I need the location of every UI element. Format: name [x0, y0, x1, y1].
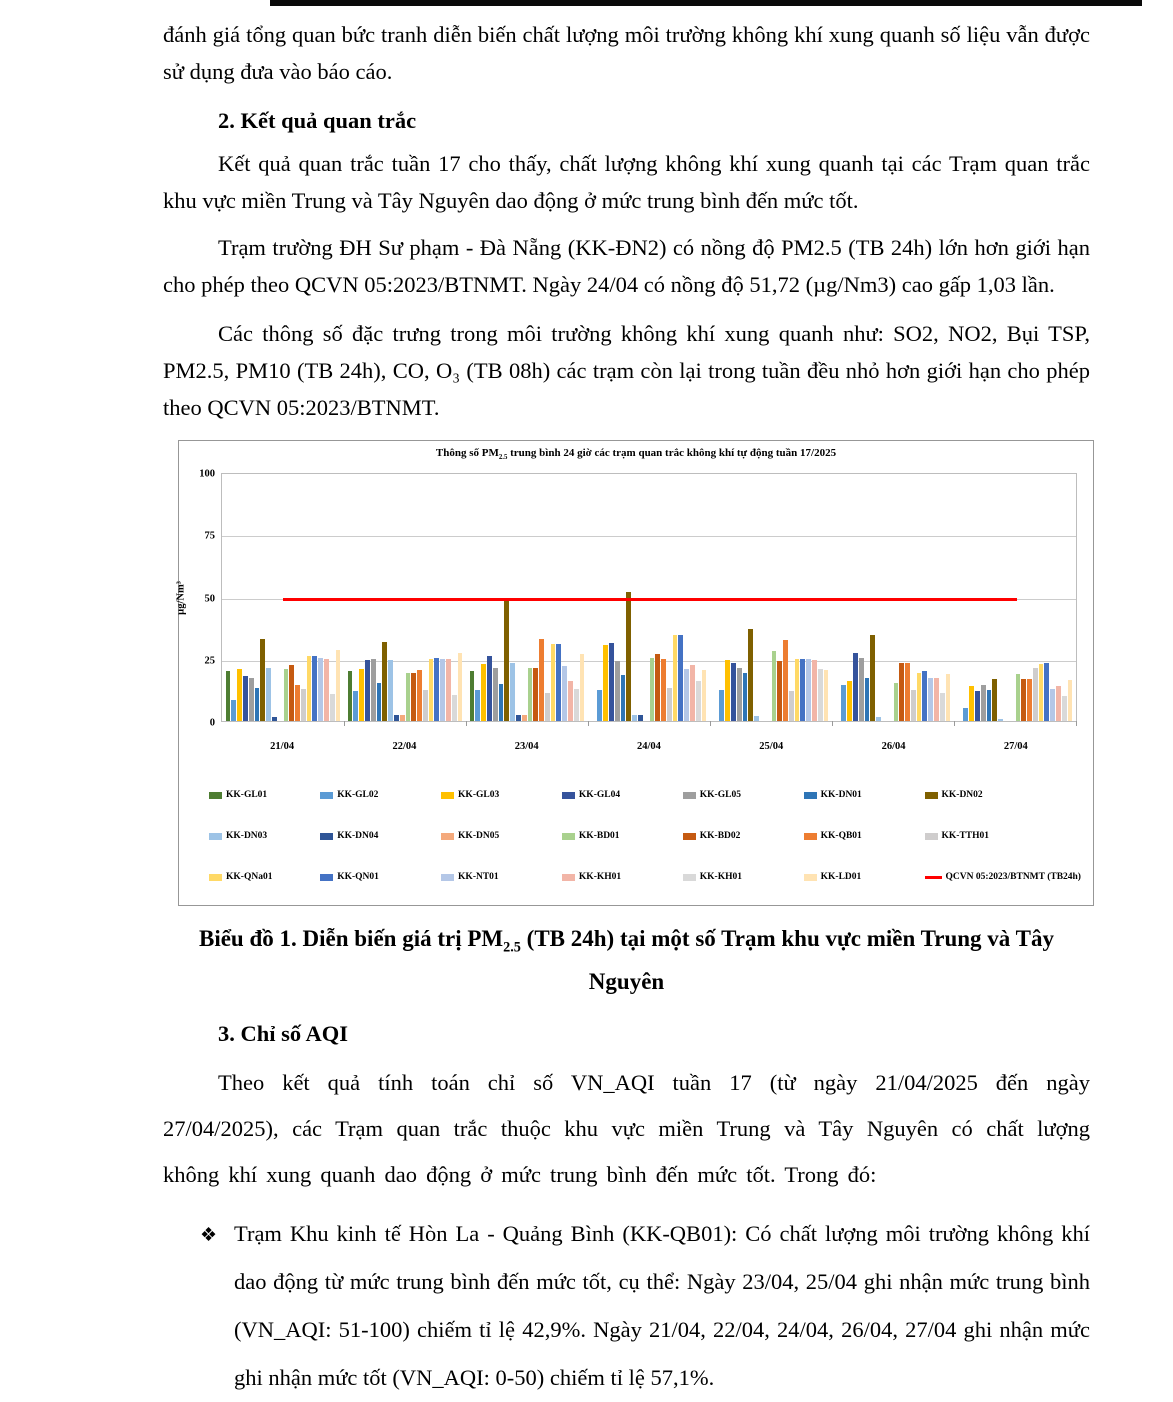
bar-KK-DN02 — [626, 592, 631, 721]
bar-KK-GL03 — [481, 664, 486, 721]
bar-KK-DN02 — [504, 598, 509, 721]
bar-KK-TTH01 — [1033, 668, 1038, 722]
legend-item-KK-DN05 — [441, 818, 562, 855]
qcvn-reference-line — [283, 598, 1017, 601]
legend-item-KK-DN02 — [925, 777, 1081, 814]
bar-KK-GL04 — [243, 676, 248, 721]
legend-swatch — [209, 792, 222, 799]
legend-item-KK-TTH01 — [925, 818, 1081, 855]
bar-KK-QNa01 — [551, 644, 556, 721]
legend-item-KK-KH01 — [562, 859, 683, 896]
bar-KK-LD01 — [824, 670, 829, 721]
bar-KK-GL02 — [475, 690, 480, 721]
bar-KK-GL04 — [365, 660, 370, 721]
bar-KK-KH01 — [1062, 696, 1067, 721]
bar-KK-NT01 — [928, 678, 933, 722]
bar-KK-DN02 — [870, 635, 875, 721]
legend-swatch — [804, 792, 817, 799]
bar-KK-GL02 — [719, 690, 724, 721]
bar-KK-DN02 — [748, 629, 753, 721]
bar-KK-BD01 — [528, 668, 533, 722]
legend-swatch — [683, 833, 696, 840]
bar-KK-GL05 — [249, 678, 254, 722]
legend-item-KK-DN04 — [320, 818, 441, 855]
bar-KK-GL05 — [859, 658, 864, 721]
bar-KK-QB01 — [417, 670, 422, 721]
bar-KK-QNa01 — [673, 635, 678, 721]
legend-label: KK-NT01 — [458, 872, 499, 883]
x-tick-26/04: 26/04 — [881, 741, 906, 753]
legend-label: KK-TTH01 — [941, 831, 990, 842]
bar-KK-DN03 — [876, 717, 881, 721]
bar-KK-DN01 — [499, 684, 504, 721]
bar-KK-QNa01 — [307, 656, 312, 721]
bar-KK-GL01 — [226, 671, 231, 721]
legend-swatch — [683, 874, 696, 881]
x-tick-22/04: 22/04 — [392, 741, 417, 753]
bar-KK-NT01 — [806, 659, 811, 721]
bar-KK-DN03 — [266, 668, 271, 722]
bar-KK-QN01 — [678, 635, 683, 721]
legend-label: QCVN 05:2023/BTNMT (TB24h) — [945, 872, 1081, 883]
y-tick-25: 25 — [204, 655, 215, 667]
bar-KK-GL02 — [597, 690, 602, 721]
bar-KK-GL05 — [737, 668, 742, 722]
bar-KK-QB01 — [1027, 679, 1032, 721]
bar-KK-BD01 — [406, 673, 411, 722]
bar-KK-KH01 — [574, 689, 579, 721]
legend-label: KK-BD01 — [578, 831, 620, 842]
bar-KK-GL04 — [853, 653, 858, 721]
bar-KK-DN01 — [377, 683, 382, 722]
bar-KK-QN01 — [1044, 663, 1049, 722]
legend-item-KK-GL04 — [562, 777, 683, 814]
bar-KK-QNa01 — [917, 673, 922, 722]
bar-KK-GL04 — [731, 663, 736, 722]
bar-KK-BD01 — [894, 683, 899, 722]
top-divider — [270, 0, 1142, 6]
bar-KK-DN01 — [255, 688, 260, 722]
bar-KK-DN02 — [260, 639, 265, 721]
bar-KK-KH01 — [330, 694, 335, 721]
bar-KK-QB01 — [539, 639, 544, 721]
bar-KK-TTH01 — [545, 693, 550, 722]
bar-KK-TTH01 — [423, 690, 428, 721]
bar-KK-NT01 — [1050, 689, 1055, 721]
bar-KK-DN01 — [865, 678, 870, 722]
chart-legend — [209, 777, 1081, 896]
x-tick-27/04: 27/04 — [1003, 741, 1028, 753]
legend-label: KK-GL03 — [458, 790, 500, 801]
bar-KK-KH01 — [940, 693, 945, 722]
legend-swatch — [209, 874, 222, 881]
bar-KK-TTH01 — [667, 688, 672, 722]
legend-item-KK-QN01 — [320, 859, 441, 896]
bar-KK-KH01 — [324, 659, 329, 721]
legend-label: KK-QB01 — [820, 831, 862, 842]
paragraph-aqi-summary: Theo kết quả tính toán chỉ số VN_AQI tuần 17 (từ ngày 21/04/2025 đến ngày 27/04/2025), các Trạm quan trắc thuộc khu vực miền Trung và Tây Nguyên có chất lượng không khí xung quanh dao động ở mức trung bình đến mức tốt. Trong đó: — [163, 1069, 1090, 1187]
x-tick-25/04: 25/04 — [759, 741, 784, 753]
bar-KK-GL05 — [371, 659, 376, 721]
paragraph-week-result: Kết quả quan trắc tuần 17 cho thấy, chất lượng không khí xung quanh tại các Trạm quan trắc khu vực miền Trung và Tây Nguyên dao động ở mức trung bình đến mức tốt. — [163, 151, 1090, 213]
legend-label: KK-QN01 — [337, 872, 379, 883]
bar-KK-BD01 — [650, 658, 655, 721]
bar-KK-DN04 — [516, 715, 521, 721]
y-tick-75: 75 — [204, 530, 215, 542]
y-tick-0: 0 — [209, 717, 215, 729]
bar-KK-LD01 — [1068, 680, 1073, 721]
heading-section-3: 3. Chỉ số AQI — [218, 1020, 349, 1046]
bar-KK-GL05 — [493, 668, 498, 722]
bar-KK-DN01 — [621, 675, 626, 721]
legend-item-KK-DN03 — [209, 818, 320, 855]
bar-KK-QB01 — [661, 659, 666, 721]
bar-KK-LD01 — [702, 670, 707, 721]
legend-swatch — [925, 833, 938, 840]
bar-KK-QN01 — [922, 671, 927, 721]
bar-KK-DN01 — [987, 690, 992, 721]
legend-item-KK-BD02 — [683, 818, 804, 855]
bar-KK-NT01 — [440, 659, 445, 721]
bar-KK-NT01 — [562, 666, 567, 721]
bar-KK-KH01 — [446, 659, 451, 721]
legend-label: KK-DN04 — [337, 831, 379, 842]
chart-caption: Biểu đồ 1. Diễn biến giá trị $PM_{2.5}$ (TB 24h) tại một số Trạm khu vực miền Trung và Tây Nguyên — [198, 926, 1054, 994]
legend-label: KK-GL01 — [226, 790, 268, 801]
legend-swatch — [441, 874, 454, 881]
bar-KK-DN03 — [754, 716, 759, 721]
legend-label: KK-KH01 — [699, 872, 743, 883]
legend-label: KK-DN02 — [941, 790, 983, 801]
legend-label: KK-QNa01 — [226, 872, 273, 883]
y-axis-label: µg/Nm³ — [175, 580, 187, 615]
bar-KK-BD02 — [533, 668, 538, 722]
legend-item-KK-GL05 — [683, 777, 804, 814]
bar-KK-BD02 — [777, 661, 782, 721]
legend-swatch — [562, 874, 575, 881]
bar-KK-DN02 — [382, 642, 387, 722]
legend-swatch — [320, 874, 333, 881]
chart-plot-area — [175, 468, 1077, 729]
bar-KK-GL03 — [359, 669, 364, 721]
legend-item-KK-GL01 — [209, 777, 320, 814]
bar-KK-GL04 — [975, 691, 980, 721]
bar-KK-GL03 — [847, 681, 852, 721]
legend-label: KK-LD01 — [820, 872, 862, 883]
bar-KK-QNa01 — [1039, 664, 1044, 721]
bar-KK-GL03 — [969, 686, 974, 721]
legend-swatch — [320, 833, 333, 840]
bar-KK-KH01 — [812, 660, 817, 721]
bar-KK-BD02 — [411, 673, 416, 722]
bar-KK-KH01 — [568, 681, 573, 721]
legend-item-KK-DN01 — [804, 777, 925, 814]
bar-KK-GL02 — [963, 708, 968, 722]
bar-KK-KH01 — [818, 669, 823, 721]
bar-KK-GL03 — [603, 645, 608, 721]
bar-KK-QB01 — [783, 640, 788, 721]
x-tick-23/04: 23/04 — [514, 741, 539, 753]
bar-KK-GL04 — [487, 656, 492, 721]
legend-item-KK-NT01 — [441, 859, 562, 896]
y-tick-100: 100 — [199, 468, 215, 480]
bar-KK-BD01 — [284, 669, 289, 721]
bar-KK-QB01 — [295, 685, 300, 721]
bar-KK-GL02 — [231, 700, 236, 721]
legend-swatch — [562, 792, 575, 799]
pm25-bar-chart — [175, 440, 1094, 906]
bar-KK-BD02 — [899, 663, 904, 722]
legend-item-QCVN 05:2023/BTNMT (TB24h) — [925, 859, 1081, 896]
bullet-qb01-text: Trạm Khu kinh tế Hòn La - Quảng Bình (KK-QB01): Có chất lượng môi trường không khí dao động từ mức trung bình đến mức tốt, cụ thể: Ngày 23/04, 25/04 ghi nhận mức trung bình (VN_AQI: 51-100) chiếm tỉ lệ 42,9%. Ngày 21/04, 22/04, 24/04, 26/04, 27/04 ghi nhận mức ghi nhận mức tốt (VN_AQI: 0-50) chiếm tỉ lệ 57,1%. — [234, 1220, 1090, 1390]
legend-swatch — [925, 792, 938, 799]
paragraph-station-exceed: Trạm trường ĐH Sư phạm - Đà Nẵng (KK-ĐN2) có nồng độ PM2.5 (TB 24h) lớn hơn giới hạn cho phép theo QCVN 05:2023/BTNMT. Ngày 24/04 có nồng độ 51,72 (µg/Nm3) cao gấp 1,03 lần. — [163, 235, 1090, 297]
bar-KK-GL05 — [615, 661, 620, 721]
bar-KK-DN03 — [510, 663, 515, 722]
bar-KK-TTH01 — [911, 690, 916, 721]
x-axis-labels — [221, 728, 1077, 765]
bar-KK-KH01 — [696, 681, 701, 721]
y-tick-50: 50 — [204, 593, 215, 605]
bar-KK-DN04 — [638, 715, 643, 721]
legend-swatch — [441, 833, 454, 840]
x-tick-24/04: 24/04 — [637, 741, 661, 753]
legend-item-KK-BD01 — [562, 818, 683, 855]
bar-KK-BD01 — [1016, 674, 1021, 721]
legend-line-swatch — [925, 876, 942, 879]
bar-KK-QNa01 — [795, 659, 800, 721]
bar-KK-LD01 — [946, 674, 951, 721]
paragraph-intro: đánh giá tổng quan bức tranh diễn biến chất lượng môi trường không khí xung quanh số liệu vẫn được sử dụng đưa vào báo cáo. — [163, 22, 1090, 84]
x-tick-21/04: 21/04 — [270, 741, 295, 753]
bar-KK-LD01 — [336, 650, 341, 721]
bar-KK-QB01 — [905, 663, 910, 722]
legend-swatch — [209, 833, 222, 840]
bar-KK-DN03 — [632, 715, 637, 721]
bar-KK-LD01 — [458, 653, 463, 721]
bar-KK-DN05 — [522, 715, 527, 721]
legend-label: KK-GL05 — [699, 790, 741, 801]
bar-KK-BD02 — [289, 665, 294, 721]
bar-KK-BD02 — [655, 654, 660, 721]
bar-KK-BD01 — [772, 651, 777, 721]
paragraph-parameters: Các thông số đặc trưng trong môi trường không khí xung quanh như: SO2, NO2, Bụi TSP, PM2.5, PM10 (TB 24h), CO, O₃ (TB 08h) các trạm còn lại trong tuần đều nhỏ hơn giới hạn cho phép theo QCVN 05:2023/BTNMT. — [163, 321, 1090, 420]
bar-KK-QN01 — [312, 656, 317, 721]
legend-label: KK-DN03 — [226, 831, 268, 842]
bar-KK-BD02 — [1021, 679, 1026, 721]
legend-label: KK-BD02 — [699, 831, 741, 842]
bar-KK-GL05 — [981, 685, 986, 721]
bar-KK-DN04 — [272, 717, 277, 721]
legend-swatch — [683, 792, 696, 799]
bar-KK-DN02 — [992, 679, 997, 721]
heading-section-2: 2. Kết quả quan trắc — [218, 108, 417, 133]
bar-KK-DN04 — [394, 715, 399, 721]
bar-KK-DN03 — [388, 660, 393, 721]
legend-swatch — [804, 833, 817, 840]
bar-KK-QN01 — [434, 658, 439, 721]
legend-label: KK-GL02 — [337, 790, 379, 801]
legend-swatch — [562, 833, 575, 840]
bar-KK-GL02 — [841, 685, 846, 721]
legend-item-KK-GL02 — [320, 777, 441, 814]
bar-KK-DN01 — [743, 673, 748, 722]
bar-KK-TTH01 — [301, 689, 306, 721]
bar-KK-GL01 — [348, 671, 353, 721]
legend-item-KK-QB01 — [804, 818, 925, 855]
legend-swatch — [320, 792, 333, 799]
bullet-qb01 — [200, 1210, 1090, 1402]
bar-KK-GL01 — [470, 671, 475, 721]
legend-item-KK-QNa01 — [209, 859, 320, 896]
bar-KK-DN03 — [998, 719, 1003, 721]
bar-KK-NT01 — [318, 658, 323, 721]
bar-KK-KH01 — [690, 665, 695, 721]
bar-KK-GL02 — [353, 691, 358, 721]
legend-item-KK-KH01 — [683, 859, 804, 896]
bar-KK-GL03 — [725, 660, 730, 721]
bar-KK-DN05 — [400, 715, 405, 721]
bar-KK-QN01 — [800, 659, 805, 721]
bar-KK-TTH01 — [789, 691, 794, 721]
legend-label: KK-KH01 — [578, 872, 622, 883]
legend-label: KK-GL04 — [578, 790, 621, 801]
legend-label: KK-DN01 — [820, 790, 862, 801]
bar-KK-KH01 — [452, 695, 457, 721]
legend-swatch — [441, 792, 454, 799]
bar-KK-GL04 — [609, 643, 614, 721]
legend-swatch — [804, 874, 817, 881]
bar-KK-KH01 — [934, 678, 939, 722]
bar-KK-KH01 — [1056, 686, 1061, 721]
bar-KK-GL03 — [237, 669, 242, 721]
bar-KK-QN01 — [556, 644, 561, 721]
bar-KK-NT01 — [684, 669, 689, 721]
legend-label: KK-DN05 — [458, 831, 500, 842]
bar-KK-LD01 — [580, 654, 585, 721]
legend-item-KK-GL03 — [441, 777, 562, 814]
legend-item-KK-LD01 — [804, 859, 925, 896]
chart-title: Thông số $PM_{2.5}$ trung bình 24 giờ các trạm quan trắc không khí tự động tuần 17/2025 — [435, 447, 837, 462]
bar-KK-QNa01 — [429, 659, 434, 721]
diamond-bullet-icon: ❖ — [200, 1224, 218, 1246]
